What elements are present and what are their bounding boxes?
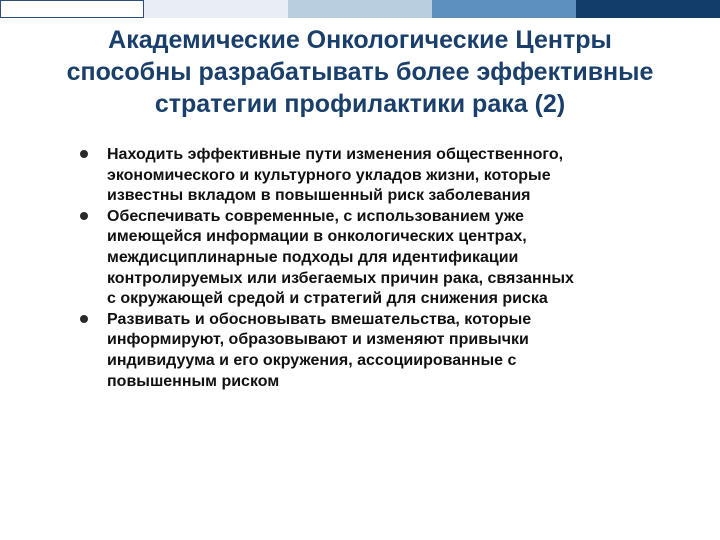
slide-title-line: способны разрабатывать более эффективные (66, 58, 654, 86)
bullet-text-line: индивидуума и его окружения, ассоциированные с (107, 351, 517, 369)
slide-title-line: стратегии профилактики рака (2) (154, 90, 566, 118)
bullet-text-line: Развивать и обосновывать вмешательства, которые (107, 310, 532, 328)
header-band-segment (432, 0, 576, 18)
bullet-text-line: повышенным риском (107, 372, 280, 390)
bullet-text-line: Обеспечивать современные, с использованием уже (107, 207, 524, 225)
header-band-segment (576, 0, 720, 18)
header-band-segment (144, 0, 288, 18)
bullet-dot-icon (80, 150, 88, 158)
bullet-text-line: имеющейся информации в онкологических центрах, (107, 228, 527, 246)
bullet-text-line: известны вкладом в повышенный риск заболевания (107, 187, 531, 205)
bullet-item (78, 310, 703, 392)
bullet-item (78, 207, 703, 310)
bullet-dot-icon (80, 212, 88, 220)
slide-title (20, 24, 700, 120)
bullet-text-line: междисциплинарные подходы для идентификации (107, 248, 519, 266)
decorative-header-band (0, 0, 720, 18)
bullet-text-line: информируют, образовывают и изменяют привычки (107, 331, 529, 349)
bullet-text-line: экономического и культурного укладов жизни, которые (107, 166, 551, 184)
slide-title-line: Академические Онкологические Центры (108, 26, 612, 54)
bullet-dot-icon (80, 315, 88, 323)
bullet-item (78, 145, 703, 207)
bullet-list (78, 145, 703, 392)
bullet-text-line: Находить эффективные пути изменения общественного, (107, 146, 564, 163)
bullet-text-line: с окружающей средой и стратегий для снижения риска (107, 290, 548, 308)
header-band-segment (288, 0, 432, 18)
header-band-segment (0, 0, 144, 18)
bullet-text-line: контролируемых или избегаемых причин рака, связанных (107, 269, 574, 287)
